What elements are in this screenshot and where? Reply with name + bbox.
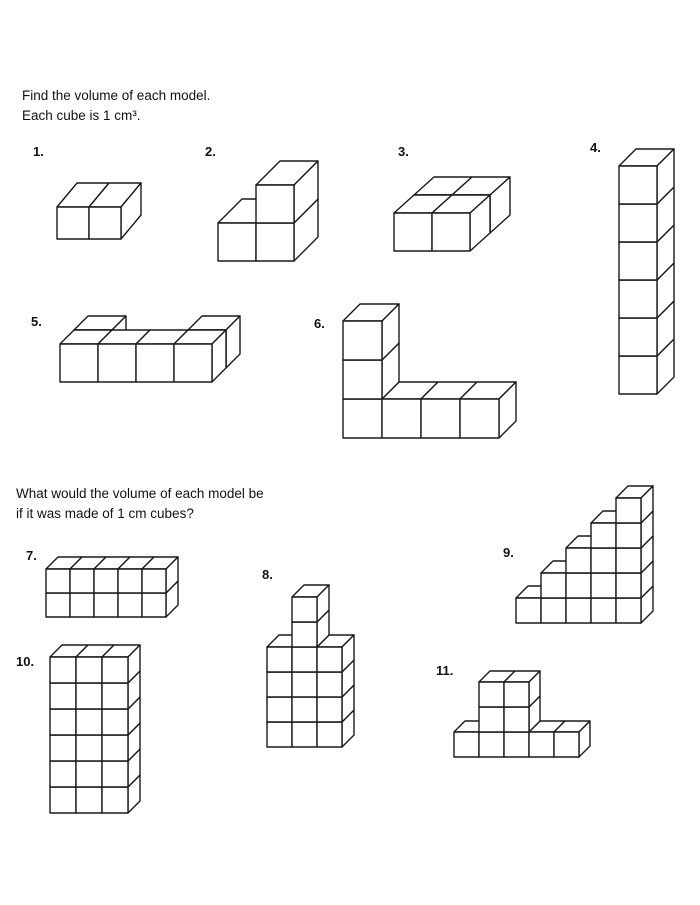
- cube-front-face: [102, 761, 128, 787]
- cube-front-face: [136, 344, 174, 382]
- cube-front-face: [460, 399, 499, 438]
- cube-model-6: [343, 304, 516, 438]
- cube-front-face: [619, 318, 657, 356]
- cube-model-8: [267, 585, 354, 747]
- cube-front-face: [174, 344, 212, 382]
- cube-front-face: [504, 682, 529, 707]
- cube-front-face: [98, 344, 136, 382]
- cube-front-face: [267, 672, 292, 697]
- cube-front-face: [76, 683, 102, 709]
- cube-front-face: [94, 593, 118, 617]
- problem-number-11: 11.: [436, 663, 454, 678]
- problem-number-8: 8.: [262, 567, 273, 582]
- cube-front-face: [616, 598, 641, 623]
- cube-front-face: [102, 787, 128, 813]
- cube-model-9: [516, 486, 653, 623]
- cube-front-face: [591, 598, 616, 623]
- cube-front-face: [317, 672, 342, 697]
- cube-front-face: [50, 683, 76, 709]
- cube-front-face: [267, 647, 292, 672]
- cube-front-face: [343, 399, 382, 438]
- problem-number-3: 3.: [398, 144, 409, 159]
- cube-front-face: [50, 709, 76, 735]
- cube-front-face: [619, 356, 657, 394]
- cube-front-face: [479, 682, 504, 707]
- cube-front-face: [57, 207, 89, 239]
- cube-front-face: [142, 569, 166, 593]
- cube-front-face: [102, 709, 128, 735]
- cube-front-face: [343, 360, 382, 399]
- instruction-line: What would the volume of each model be: [16, 486, 264, 501]
- problem-number-6: 6.: [314, 316, 325, 331]
- cube-front-face: [421, 399, 460, 438]
- cube-front-face: [566, 598, 591, 623]
- cube-front-face: [317, 722, 342, 747]
- cube-front-face: [292, 622, 317, 647]
- cube-front-face: [50, 787, 76, 813]
- cube-front-face: [432, 213, 470, 251]
- cube-front-face: [218, 223, 256, 261]
- cube-front-face: [616, 523, 641, 548]
- cube-front-face: [566, 573, 591, 598]
- cube-front-face: [504, 707, 529, 732]
- cube-front-face: [292, 722, 317, 747]
- cube-model-10: [50, 645, 140, 813]
- problem-number-4: 4.: [590, 140, 601, 155]
- cube-front-face: [70, 569, 94, 593]
- cube-model-4: [619, 149, 674, 394]
- cube-front-face: [516, 598, 541, 623]
- cube-front-face: [591, 523, 616, 548]
- cube-front-face: [102, 657, 128, 683]
- cube-front-face: [256, 223, 294, 261]
- cube-front-face: [541, 598, 566, 623]
- problem-number-7: 7.: [26, 548, 37, 563]
- cube-front-face: [619, 242, 657, 280]
- cube-front-face: [382, 399, 421, 438]
- cube-front-face: [616, 573, 641, 598]
- cube-model-3: [394, 177, 510, 251]
- cube-front-face: [454, 732, 479, 757]
- problem-number-5: 5.: [31, 314, 42, 329]
- cube-front-face: [292, 697, 317, 722]
- cube-front-face: [504, 732, 529, 757]
- cube-front-face: [46, 593, 70, 617]
- cube-front-face: [479, 707, 504, 732]
- cube-front-face: [60, 344, 98, 382]
- cube-front-face: [616, 498, 641, 523]
- instruction-line: Each cube is 1 cm³.: [22, 108, 141, 123]
- cube-front-face: [76, 657, 102, 683]
- cube-front-face: [118, 593, 142, 617]
- problem-number-10: 10.: [16, 654, 35, 669]
- cube-front-face: [102, 735, 128, 761]
- cube-front-face: [591, 573, 616, 598]
- cube-front-face: [118, 569, 142, 593]
- cube-front-face: [616, 548, 641, 573]
- cube-front-face: [292, 647, 317, 672]
- cube-front-face: [76, 761, 102, 787]
- cube-front-face: [89, 207, 121, 239]
- cube-model-7: [46, 557, 178, 617]
- cube-front-face: [554, 732, 579, 757]
- cube-front-face: [102, 683, 128, 709]
- cube-front-face: [267, 697, 292, 722]
- cube-front-face: [317, 697, 342, 722]
- cube-front-face: [619, 166, 657, 204]
- cube-front-face: [267, 722, 292, 747]
- cube-front-face: [292, 597, 317, 622]
- cube-front-face: [619, 280, 657, 318]
- cube-front-face: [70, 593, 94, 617]
- cube-front-face: [94, 569, 118, 593]
- cube-front-face: [76, 735, 102, 761]
- cube-model-11: [454, 671, 590, 757]
- cube-front-face: [619, 204, 657, 242]
- cube-front-face: [76, 787, 102, 813]
- cube-front-face: [50, 735, 76, 761]
- problem-number-2: 2.: [205, 144, 216, 159]
- cube-front-face: [50, 657, 76, 683]
- cube-model-1: [57, 183, 141, 239]
- cube-front-face: [343, 321, 382, 360]
- cube-front-face: [479, 732, 504, 757]
- cube-front-face: [46, 569, 70, 593]
- cube-front-face: [142, 593, 166, 617]
- cube-front-face: [292, 672, 317, 697]
- cube-model-5: [60, 316, 240, 382]
- cube-front-face: [256, 185, 294, 223]
- problem-number-9: 9.: [503, 545, 514, 560]
- cube-front-face: [50, 761, 76, 787]
- cube-model-2: [218, 161, 318, 261]
- problem-number-1: 1.: [33, 144, 44, 159]
- cube-front-face: [591, 548, 616, 573]
- cube-front-face: [76, 709, 102, 735]
- cube-front-face: [317, 647, 342, 672]
- cube-front-face: [394, 213, 432, 251]
- cube-front-face: [566, 548, 591, 573]
- instruction-line: Find the volume of each model.: [22, 88, 211, 103]
- cube-front-face: [541, 573, 566, 598]
- cube-front-face: [529, 732, 554, 757]
- instruction-line: if it was made of 1 cm cubes?: [16, 506, 194, 521]
